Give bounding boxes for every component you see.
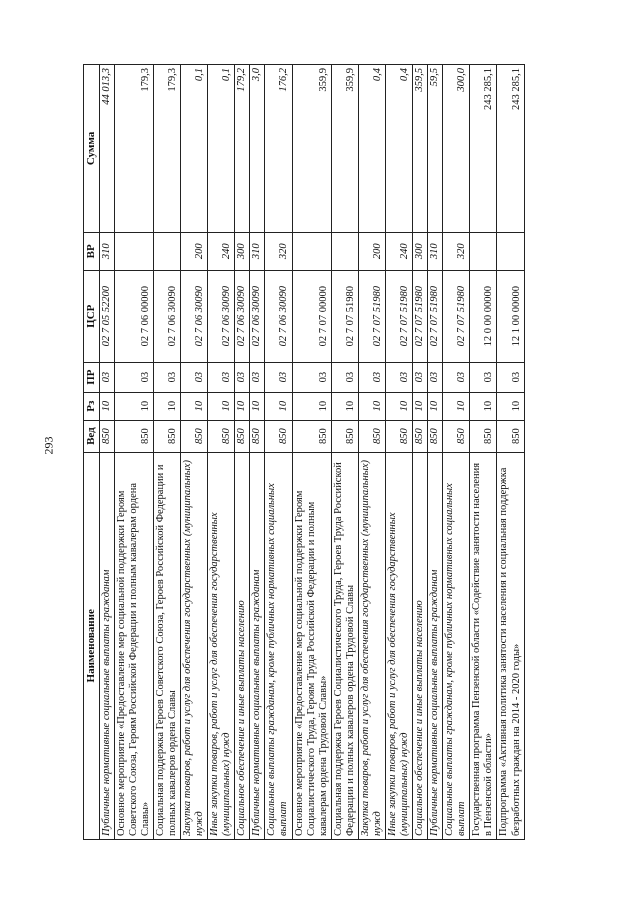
cell-csr: 02 7 06 30090 [153, 270, 180, 362]
table-row [331, 65, 358, 840]
budget-table [83, 64, 525, 840]
cell-rz: 10 [413, 392, 428, 420]
cell-pr: 03 [99, 362, 114, 392]
cell-pr: 03 [470, 362, 497, 392]
cell-csr: 02 7 07 51980 [385, 270, 412, 362]
cell-sum: 359,9 [331, 65, 358, 233]
cell-ved: 850 [292, 420, 331, 452]
cell-name: Основное мероприятие «Предоставление мер социальной поддержки Героям Советского Союза, Героям Российской Федерации и полным кавалерам ордена Славы» [114, 452, 153, 839]
table-row [99, 65, 114, 840]
cell-csr: 02 7 07 51980 [358, 270, 385, 362]
cell-ved: 850 [208, 420, 235, 452]
cell-ved: 850 [428, 420, 443, 452]
cell-ved: 850 [114, 420, 153, 452]
cell-pr: 03 [181, 362, 208, 392]
cell-csr: 02 7 06 30090 [208, 270, 235, 362]
cell-sum: 176,2 [265, 65, 292, 233]
cell-csr: 02 7 07 51980 [428, 270, 443, 362]
cell-rz: 10 [181, 392, 208, 420]
cell-vr [292, 232, 331, 270]
cell-rz: 10 [292, 392, 331, 420]
cell-vr: 200 [358, 232, 385, 270]
page-number: 293 [41, 436, 56, 455]
cell-vr [114, 232, 153, 270]
cell-csr: 02 7 07 00000 [292, 270, 331, 362]
cell-name: Основное мероприятие «Предоставление мер социальной поддержки Героям Социалистического Труда, Героям Труда Российской Федерации и полным кавалерам ордена Трудовой Славы» [292, 452, 331, 839]
cell-rz: 10 [153, 392, 180, 420]
cell-pr: 03 [331, 362, 358, 392]
table-row [428, 65, 443, 840]
cell-sum: 0,1 [181, 65, 208, 233]
cell-rz: 10 [358, 392, 385, 420]
table-row [292, 65, 331, 840]
cell-name: Закупка товаров, работ и услуг для обеспечения государственных (муниципальных) нужд [181, 452, 208, 839]
cell-vr: 310 [428, 232, 443, 270]
cell-name: Социальное обеспечение и иные выплаты населению [235, 452, 250, 839]
cell-sum: 3,0 [250, 65, 265, 233]
cell-ved: 850 [181, 420, 208, 452]
cell-rz: 10 [235, 392, 250, 420]
cell-ved: 850 [235, 420, 250, 452]
cell-name: Социальные выплаты гражданам, кроме публичных нормативных социальных выплат [265, 452, 292, 839]
cell-rz: 10 [385, 392, 412, 420]
cell-rz: 10 [497, 392, 524, 420]
cell-name: Иные закупки товаров, работ и услуг для обеспечения государственных (муниципальных) нужд [385, 452, 412, 839]
cell-name: Социальная поддержка Героев Советского Союза, Героев Российской Федерации и полных кавалеров ордена Славы [153, 452, 180, 839]
cell-ved: 850 [331, 420, 358, 452]
cell-sum: 0,1 [208, 65, 235, 233]
cell-csr: 02 7 05 52200 [99, 270, 114, 362]
header-ved: Вед [84, 420, 100, 452]
table-row [181, 65, 208, 840]
table-row [208, 65, 235, 840]
table-row [153, 65, 180, 840]
cell-vr: 310 [250, 232, 265, 270]
cell-rz: 10 [428, 392, 443, 420]
cell-rz: 10 [114, 392, 153, 420]
cell-name: Закупка товаров, работ и услуг для обеспечения государственных (муниципальных) нужд [358, 452, 385, 839]
cell-sum: 59,5 [428, 65, 443, 233]
rotated-table-frame [83, 64, 575, 840]
table-row [250, 65, 265, 840]
cell-sum: 359,9 [292, 65, 331, 233]
cell-rz: 10 [470, 392, 497, 420]
header-sum: Сумма [84, 65, 100, 233]
table-row [497, 65, 524, 840]
cell-csr: 02 7 06 30090 [265, 270, 292, 362]
cell-ved: 850 [470, 420, 497, 452]
cell-pr: 03 [265, 362, 292, 392]
cell-csr: 02 7 07 51980 [331, 270, 358, 362]
cell-ved: 850 [385, 420, 412, 452]
cell-sum: 179,3 [114, 65, 153, 233]
cell-csr: 02 7 06 30090 [235, 270, 250, 362]
cell-vr [153, 232, 180, 270]
cell-name: Социальное обеспечение и иные выплаты населению [413, 452, 428, 839]
cell-name: Иные закупки товаров, работ и услуг для обеспечения государственных (муниципальных) нужд [208, 452, 235, 839]
cell-sum: 300,0 [443, 65, 470, 233]
cell-vr [470, 232, 497, 270]
table-row [385, 65, 412, 840]
cell-vr: 200 [181, 232, 208, 270]
cell-sum: 243 285,1 [497, 65, 524, 233]
cell-ved: 850 [99, 420, 114, 452]
table-body [99, 65, 524, 840]
cell-pr: 03 [235, 362, 250, 392]
cell-ved: 850 [413, 420, 428, 452]
cell-sum: 179,2 [235, 65, 250, 233]
cell-pr: 03 [358, 362, 385, 392]
cell-pr: 03 [413, 362, 428, 392]
cell-rz: 10 [208, 392, 235, 420]
cell-name: Государственная программа Пензенской области «Содействие занятости населения в Пензенской области» [470, 452, 497, 839]
table-row [358, 65, 385, 840]
cell-vr: 310 [99, 232, 114, 270]
cell-ved: 850 [153, 420, 180, 452]
header-csr: ЦСР [84, 270, 100, 362]
cell-vr [331, 232, 358, 270]
cell-vr: 300 [235, 232, 250, 270]
cell-vr: 240 [208, 232, 235, 270]
cell-name: Социальные выплаты гражданам, кроме публичных нормативных социальных выплат [443, 452, 470, 839]
table-row [470, 65, 497, 840]
cell-vr: 320 [265, 232, 292, 270]
cell-sum: 0,4 [385, 65, 412, 233]
cell-ved: 850 [358, 420, 385, 452]
cell-name: Публичные нормативные социальные выплаты гражданам [428, 452, 443, 839]
table-row [235, 65, 250, 840]
cell-rz: 10 [265, 392, 292, 420]
cell-pr: 03 [497, 362, 524, 392]
cell-pr: 03 [385, 362, 412, 392]
header-rz: Рз [84, 392, 100, 420]
cell-pr: 03 [153, 362, 180, 392]
header-name: Наименование [84, 452, 100, 839]
cell-rz: 10 [443, 392, 470, 420]
cell-pr: 03 [428, 362, 443, 392]
table-container [83, 64, 575, 840]
table-header-row [84, 65, 100, 840]
cell-csr: 02 7 06 30090 [250, 270, 265, 362]
table-row [443, 65, 470, 840]
header-vr: ВР [84, 232, 100, 270]
cell-name: Публичные нормативные социальные выплаты гражданам [99, 452, 114, 839]
cell-sum: 179,3 [153, 65, 180, 233]
cell-pr: 03 [292, 362, 331, 392]
cell-sum: 44 013,3 [99, 65, 114, 233]
table-row [265, 65, 292, 840]
cell-pr: 03 [114, 362, 153, 392]
cell-rz: 10 [331, 392, 358, 420]
cell-csr: 12 0 00 00000 [470, 270, 497, 362]
table-row [114, 65, 153, 840]
header-pr: ПР [84, 362, 100, 392]
cell-name: Социальная поддержка Героев Социалистического Труда, Героев Труда Российской Федерации и полных кавалеров ордена Трудовой Славы [331, 452, 358, 839]
cell-name: Публичные нормативные социальные выплаты гражданам [250, 452, 265, 839]
cell-ved: 850 [250, 420, 265, 452]
cell-pr: 03 [250, 362, 265, 392]
cell-vr: 240 [385, 232, 412, 270]
cell-rz: 10 [250, 392, 265, 420]
cell-csr: 12 1 00 00000 [497, 270, 524, 362]
cell-csr: 02 7 07 51980 [413, 270, 428, 362]
cell-rz: 10 [99, 392, 114, 420]
cell-csr: 02 7 06 30090 [181, 270, 208, 362]
cell-sum: 359,5 [413, 65, 428, 233]
table-row [413, 65, 428, 840]
cell-name: Подпрограмма «Активная политика занятости населения и социальная поддержка безработных граждан на 2014 - 2020 годы» [497, 452, 524, 839]
cell-vr [497, 232, 524, 270]
cell-csr: 02 7 07 51980 [443, 270, 470, 362]
cell-vr: 300 [413, 232, 428, 270]
cell-ved: 850 [265, 420, 292, 452]
cell-sum: 0,4 [358, 65, 385, 233]
cell-pr: 03 [443, 362, 470, 392]
cell-csr: 02 7 06 00000 [114, 270, 153, 362]
cell-vr: 320 [443, 232, 470, 270]
cell-ved: 850 [443, 420, 470, 452]
cell-pr: 03 [208, 362, 235, 392]
cell-ved: 850 [497, 420, 524, 452]
cell-sum: 243 285,1 [470, 65, 497, 233]
